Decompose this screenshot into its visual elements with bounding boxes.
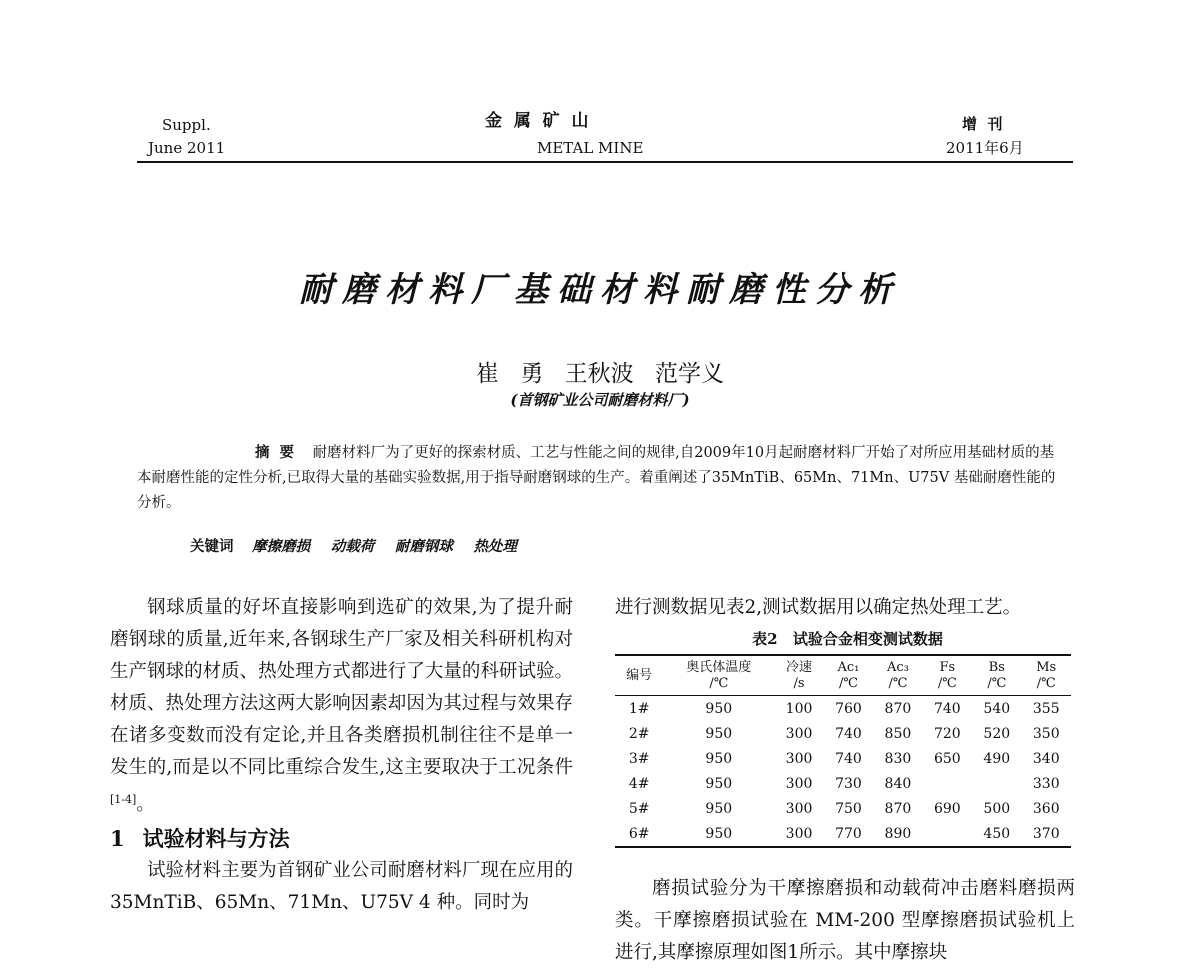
table-header-cell: Bs /℃ xyxy=(972,655,1021,696)
table-cell: 2# xyxy=(628,725,650,742)
header-date-en: June 2011 xyxy=(148,139,226,157)
table-cell: 300 xyxy=(785,750,813,767)
table-caption: 表2 试验合金相变测试数据 xyxy=(752,630,943,648)
table-cell: 830 xyxy=(884,750,912,767)
table-cell: 870 xyxy=(884,800,912,817)
table-header-cell: 奥氏体温度 /℃ xyxy=(663,655,774,696)
abstract-text: 耐磨材料厂为了更好的探索材质、工艺与性能之间的规律,自2009年10月起耐磨材料厂开始了对所应用基础材质的基本耐磨性能的定性分析,已取得大量的基础实验数据,用于指导耐磨钢球的生产。着重阐述了35MnTiB、65Mn、71Mn、U75V 基础耐磨性能的分析。 xyxy=(137,445,1056,511)
table-cell xyxy=(923,771,972,796)
table-cell: 890 xyxy=(873,821,922,847)
table-cell: 720 xyxy=(933,725,961,742)
abstract-label: 摘要 xyxy=(255,444,304,461)
table-cell: 4# xyxy=(628,775,650,792)
keyword: 动载荷 xyxy=(330,538,375,555)
table-cell: 450 xyxy=(972,821,1021,847)
table-cell: 760 xyxy=(835,700,862,717)
table-cell: 5# xyxy=(628,800,650,817)
table-cell: 330 xyxy=(1032,775,1060,792)
table-cell: 350 xyxy=(1032,725,1060,742)
table-cell: 850 xyxy=(884,725,912,742)
table-cell: 950 xyxy=(705,800,733,817)
table-cell: 950 xyxy=(705,700,733,717)
table-cell: 690 xyxy=(933,800,961,817)
table-header-cell: Fs /℃ xyxy=(923,655,972,696)
author-affiliation: (首钢矿业公司耐磨材料厂) xyxy=(510,391,690,409)
keywords-label: 关键词 xyxy=(190,538,234,555)
table-cell: 300 xyxy=(785,725,813,742)
header-date-cn: 2011年6月 xyxy=(946,139,1024,157)
article-title: 耐磨材料厂基础材料耐磨性分析 xyxy=(299,270,901,310)
header-suppl: Suppl. xyxy=(162,116,211,134)
table-cell: 950 xyxy=(705,775,733,792)
author-name: 崔 勇 xyxy=(476,361,544,387)
table-cell: 3# xyxy=(628,750,650,767)
table-cell: 950 xyxy=(663,821,774,847)
citation: [1-4] xyxy=(110,793,137,806)
author-list xyxy=(0,355,1200,388)
table-cell: 300 xyxy=(774,821,823,847)
data-table xyxy=(615,654,1071,848)
table-cell: 870 xyxy=(884,700,912,717)
left-column xyxy=(110,592,573,919)
table-row xyxy=(615,721,1071,746)
table-cell: 300 xyxy=(785,775,813,792)
table-header-cell: 编号 xyxy=(615,655,663,696)
table-cell: 100 xyxy=(785,700,813,717)
table-cell: 730 xyxy=(835,775,862,792)
body-paragraph: 试验材料主要为首钢矿业公司耐磨材料厂现在应用的 35MnTiB、65Mn、71Mn、U75V 4 种。同时为 xyxy=(110,860,573,914)
table-cell: 740 xyxy=(835,725,862,742)
table-cell: 540 xyxy=(983,700,1011,717)
table-row xyxy=(615,821,1071,847)
table-cell: 500 xyxy=(983,800,1011,817)
abstract xyxy=(137,440,1057,516)
table-row xyxy=(615,746,1071,771)
keyword: 热处理 xyxy=(473,538,517,555)
body-paragraph: 钢球质量的好坏直接影响到选矿的效果,为了提升耐磨钢球的质量,近年来,各钢球生产厂家及相关科研机构对生产钢球的材质、热处理方式都进行了大量的科研试验。材质、热处理方法这两大影响因素却因为其过程与效果存在诸多变数而没有定论,并且各类磨损机制往往不是单一发生的,而是以不同比重综合发生,这主要取决于工况条件[1-4]。 xyxy=(110,597,573,816)
table-header-cell: Ac₁ /℃ xyxy=(824,655,873,696)
section-number: 1 xyxy=(110,826,125,852)
table-cell: 340 xyxy=(1032,750,1060,767)
table-cell: 740 xyxy=(933,700,961,717)
table-cell: 520 xyxy=(983,725,1011,742)
header-supplement-cn: 增 刊 xyxy=(962,115,1003,133)
author-name: 王秋波 xyxy=(564,361,634,387)
keywords xyxy=(190,535,533,556)
right-column-paragraph xyxy=(615,873,1075,969)
table-cell: 300 xyxy=(785,800,813,817)
section-heading xyxy=(110,823,573,855)
table-cell: 360 xyxy=(1032,800,1060,817)
table-cell: 1# xyxy=(628,700,650,717)
table-header-row xyxy=(615,655,1071,696)
table-row xyxy=(615,796,1071,821)
table-cell: 750 xyxy=(835,800,862,817)
keyword: 耐磨钢球 xyxy=(394,538,453,555)
table-cell xyxy=(923,821,972,847)
author-name: 范学义 xyxy=(654,361,724,387)
table-cell: 770 xyxy=(824,821,873,847)
section-title: 试验材料与方法 xyxy=(142,826,290,852)
journal-name-cn: 金 属 矿 山 xyxy=(485,111,589,131)
table-row xyxy=(615,696,1071,722)
keyword: 摩擦磨损 xyxy=(252,538,311,555)
table-header-cell: Ac₃ /℃ xyxy=(873,655,922,696)
table-cell: 355 xyxy=(1032,700,1060,717)
table-cell: 370 xyxy=(1022,821,1072,847)
table-intro-text: 进行测数据见表2,测试数据用以确定热处理工艺。 xyxy=(615,597,1022,618)
table-cell: 740 xyxy=(835,750,862,767)
table-header-cell: 冷速 /s xyxy=(774,655,823,696)
body-paragraph: 磨损试验分为干摩擦磨损和动载荷冲击磨料磨损两类。干摩擦磨损试验在 MM-200 型摩擦磨损试验机上进行,其摩擦原理如图1所示。其中摩擦块 xyxy=(615,878,1075,963)
table-cell: 6# xyxy=(615,821,663,847)
table-cell xyxy=(972,771,1021,796)
table-cell: 490 xyxy=(983,750,1011,767)
header-rule xyxy=(137,161,1073,163)
table-cell: 950 xyxy=(705,750,733,767)
journal-name-en: METAL MINE xyxy=(537,139,644,157)
table-cell: 650 xyxy=(933,750,961,767)
table-cell: 840 xyxy=(884,775,912,792)
table-header-cell: Ms /℃ xyxy=(1022,655,1072,696)
table-cell: 950 xyxy=(705,725,733,742)
table-row xyxy=(615,771,1071,796)
